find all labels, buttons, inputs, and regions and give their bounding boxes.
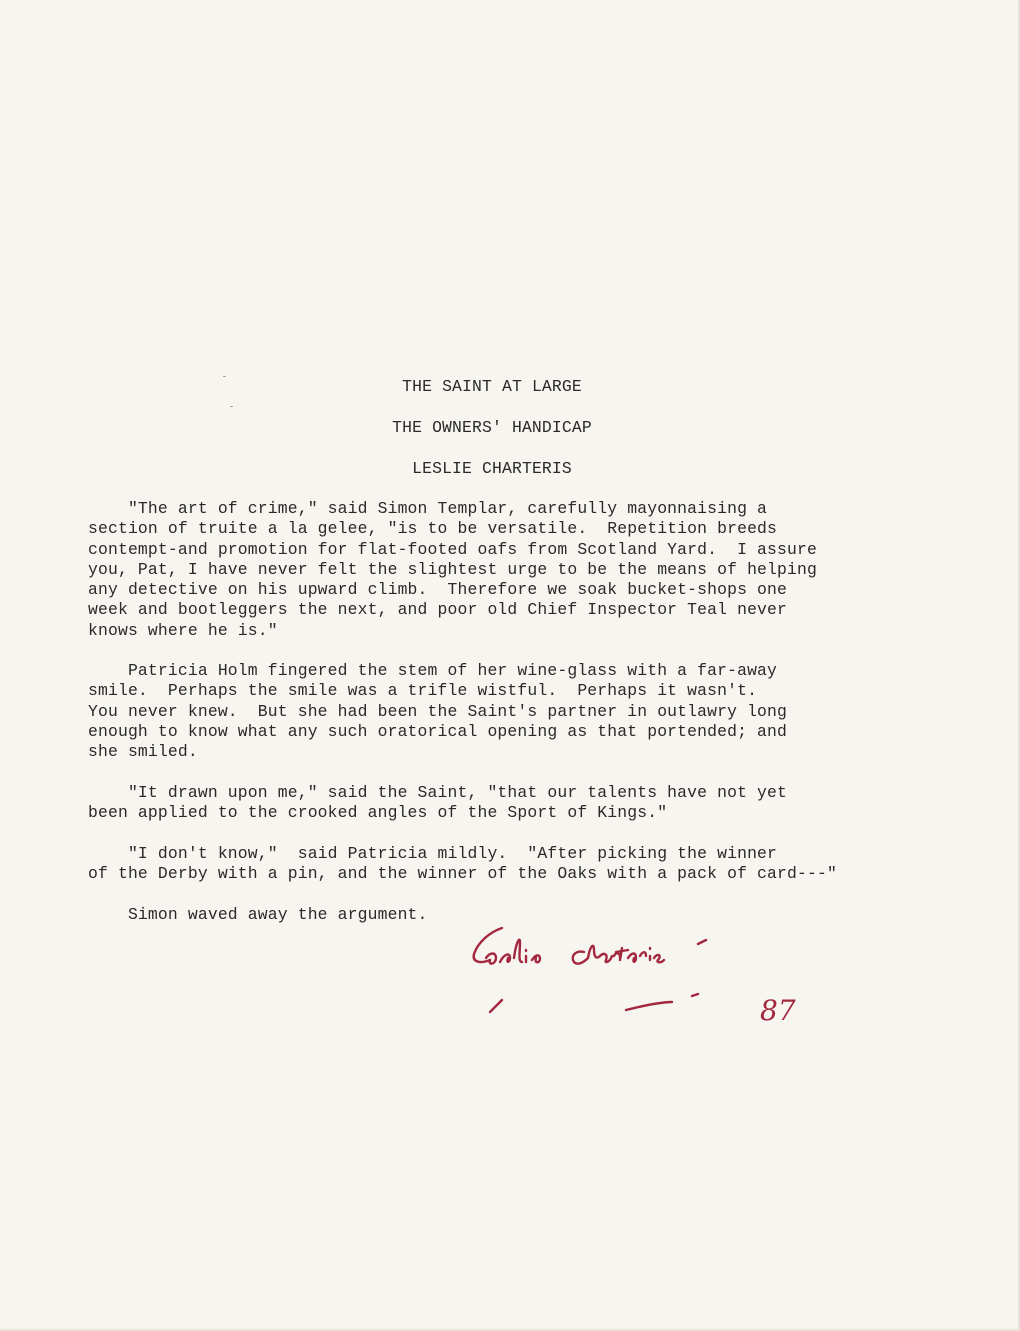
signature-year: 87: [760, 994, 796, 1027]
signature-first-name-stroke: [486, 940, 540, 964]
signature-underline-stroke: [490, 1000, 502, 1012]
paragraph-4: "I don't know," said Patricia mildly. "After picking the winner of the Derby with a pin, and the winner of the Oaks with a pack of card---": [88, 844, 837, 884]
signature-dot-stroke: [692, 994, 698, 996]
signature-last-name-stroke: [573, 946, 664, 964]
signature-flourish-stroke: [698, 940, 706, 944]
document-title: THE SAINT AT LARGE: [402, 377, 582, 396]
paragraph-3: "It drawn upon me," said the Saint, "that our talents have not yet been applied to the crooked angles of the Sport of Kings.": [88, 783, 788, 823]
handwritten-signature: [460, 912, 820, 1042]
paragraph-5: Simon waved away the argument.: [88, 905, 428, 924]
paragraph-1: "The art of crime," said Simon Templar, carefully mayonnaising a section of truite a la gelee, "is to be versatile. Repetition breeds contempt-and promotion for flat-footed oafs from Scotland Yard. I assure you, Pat, I have never felt the slightest urge to be the means of helping any detective on his upward climb. Therefore we soak bucket-shops one week and bootleggers the next, and poor old Chief Inspector Teal never knows where he is.": [88, 499, 817, 640]
paper-speck: [230, 406, 233, 407]
paragraph-2: Patricia Holm fingered the stem of her wine-glass with a far-away smile. Perhaps the smile was a trifle wistful. Perhaps it wasn't. You never knew. But she had been the Saint's partner in outlawry long enough to know what any such oratorical opening as that portended; and she smiled.: [88, 661, 788, 762]
signature-underline-stroke: [626, 1002, 672, 1010]
story-title: THE OWNERS' HANDICAP: [392, 418, 592, 437]
author-name: LESLIE CHARTERIS: [412, 459, 572, 478]
